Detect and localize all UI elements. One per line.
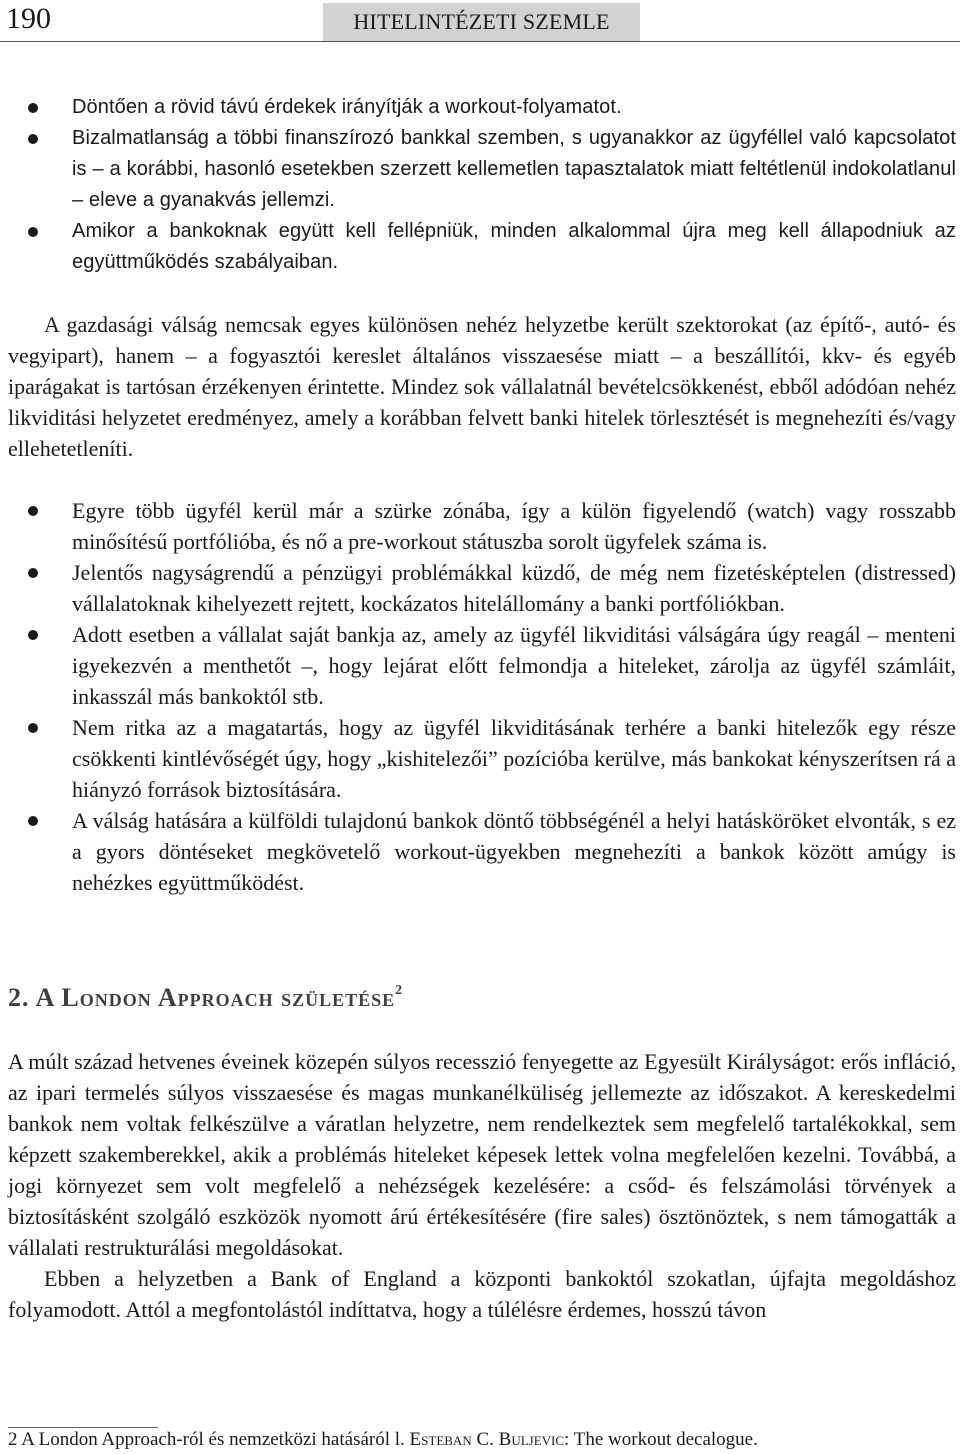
bullet-list-middle	[8, 495, 956, 898]
list-item	[8, 92, 956, 123]
list-item-text: Adott esetben a vállalat saját bankja az, amely az ügyfél likviditási válságára úgy reagál – menteni igyekezvén a menthetőt –, hogy lejárat előtt felmondja a hiteleket, zárolja az ügyfél számláit, inkasszál más bankoktól stb.	[72, 622, 956, 709]
bullet-dot-icon	[28, 103, 38, 113]
list-item-text: Bizalmatlanság a többi finanszírozó bankkal szemben, s ugyanakkor az ügyféllel való kapcsolatot is – a korábbi, hasonló esetekben szerzett kellemetlen tapasztalatok miatt feltétlenül indokolatlanul – eleve a gyanakvás jellemzi.	[72, 127, 956, 211]
list-item-text: A válság hatására a külföldi tulajdonú bankok döntő többségénél a helyi hatásköröket elvonták, s ez a gyors döntéseket megkövetelő workout-ügyekben megnehezíti a bankok között amúgy is nehézkes együttműködést.	[72, 808, 956, 895]
bullet-dot-icon	[28, 568, 38, 578]
footnote-reference: 2	[395, 983, 404, 998]
footnote	[8, 1428, 758, 1452]
bullet-list-top	[8, 92, 956, 278]
list-item	[8, 712, 956, 805]
bullet-dot-icon	[28, 134, 38, 144]
section-heading-text: 2. A London Approach születése	[8, 983, 396, 1012]
bullet-dot-icon	[28, 723, 38, 733]
bullet-dot-icon	[28, 227, 38, 237]
footnote-title: : The workout decalogue.	[564, 1429, 758, 1450]
section-heading	[8, 974, 956, 1015]
list-item-text: Jelentős nagyságrendű a pénzügyi problémákkal küzdő, de még nem fizetésképtelen (distressed) vállalatoknak kihelyezett rejtett, kockázatos hitelállomány a banki portfóliókban.	[72, 560, 956, 616]
list-item	[8, 805, 956, 898]
list-item	[8, 123, 956, 216]
list-item-text: Döntően a rövid távú érdekek irányítják a workout-folyamatot.	[72, 96, 622, 118]
journal-title: HITELINTÉZETI SZEMLE	[323, 3, 640, 41]
list-item	[8, 216, 956, 278]
footnote-author-initial: C.	[476, 1429, 494, 1450]
body-paragraph: A gazdasági válság nemcsak egyes különösen nehéz helyzetbe került szektorokat (az építő-, autó- és vegyipart), hanem – a fogyasztói kereslet általános visszaesése miatt – a beszállítói, kkv- és egyéb iparágakat is tartósan érzékenyen érintette. Mindez sok vállalatnál bevételcsökkenést, ebből adódóan nehéz likviditási helyzetet eredményez, amely a korábban felvett banki hitelek törlesztését is megnehezíti és/vagy ellehetetleníti.	[8, 312, 956, 461]
list-item	[8, 495, 956, 557]
footnote-text: A London Approach-ról és nemzetközi hatásáról l.	[21, 1429, 405, 1450]
footnote-author-last: Buljevic	[498, 1429, 565, 1450]
body-paragraph: Ebben a helyzetben a Bank of England a központi bankoktól szokatlan, újfajta megoldáshoz folyamodott. Attól a megfontolástól indíttatva, hogy a túlélésre érdemes, hosszú távon	[8, 1266, 956, 1322]
bullet-dot-icon	[28, 506, 38, 516]
list-item	[8, 619, 956, 712]
list-item-text: Amikor a bankoknak együtt kell fellépniük, minden alkalommal újra meg kell állapodniuk az együttműködés szabályaiban.	[72, 220, 956, 273]
footnote-author-first: Esteban	[409, 1429, 472, 1450]
page-number: 190	[6, 2, 51, 35]
list-item-text: Egyre több ügyfél kerül már a szürke zónába, így a külön figyelendő (watch) vagy rosszabb minősítésű portfólióba, és nő a pre-workout státuszba sorolt ügyfelek száma is.	[72, 498, 956, 554]
bullet-dot-icon	[28, 816, 38, 826]
footnote-number: 2	[8, 1429, 18, 1450]
bullet-dot-icon	[28, 630, 38, 640]
list-item	[8, 557, 956, 619]
page-body	[8, 92, 956, 1325]
body-paragraph: A múlt század hetvenes éveinek közepén súlyos recesszió fenyegette az Egyesült Királyságot: erős infláció, az ipari termelés súlyos visszaesése és magas munkanélküliség jellemezte az időszakot. A kereskedelmi bankok nem voltak felkészülve a váratlan helyzetre, nem rendelkeztek sem megfelelő tartalékokkal, sem képzett szakemberekkel, akik a problémás hiteleket képesek lettek volna megfelelően kezelni. Továbbá, a jogi környezet sem volt megfelelő a nehézségek kezelésére: a csőd- és felszámolási törvények a biztosításként szolgáló eszközök nyomott árú értékesítésére (fire sales) ösztönöztek, s nem támogatták a vállalati restrukturálási megoldásokat.	[8, 1049, 956, 1260]
list-item-text: Nem ritka az a magatartás, hogy az ügyfél likviditásának terhére a banki hitelezők egy része csökkenti kintlévőségét úgy, hogy „kishitelezői” pozícióba kerülve, más bankokat kényszerítsen rá a hiányzó források biztosítására.	[72, 715, 956, 802]
header-rule	[0, 41, 960, 42]
